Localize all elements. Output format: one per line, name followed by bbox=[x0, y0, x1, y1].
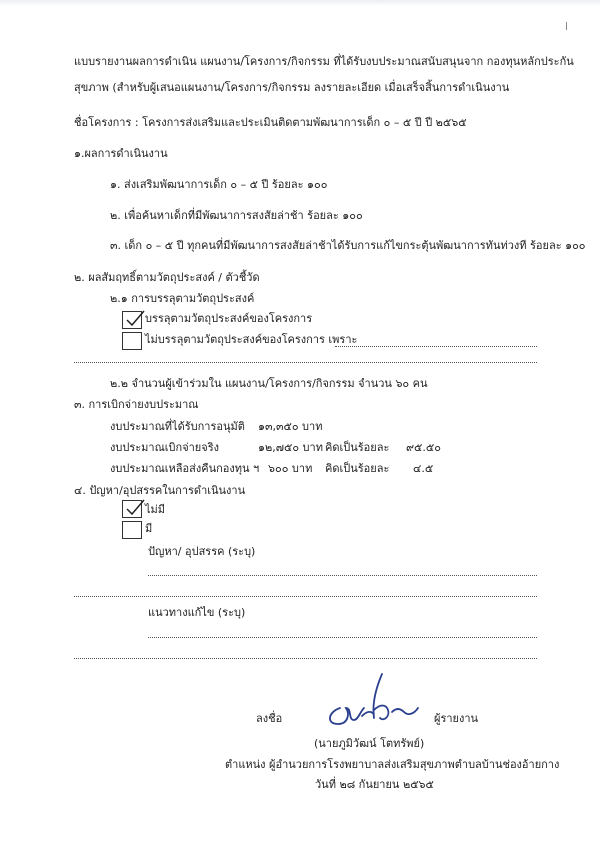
budget-returned-value: ๖๐๐ บาท bbox=[268, 462, 313, 475]
budget-approved-value: ๑๓,๓๕๐ บาท bbox=[258, 420, 323, 433]
reporter-role: ผู้รายงาน bbox=[434, 712, 479, 725]
section1-item: ๓. เด็ก ๐ – ๕ ปี ทุกคนที่มีพัฒนาการสงสัยล่าช้าได้รับการแก้ไขกระตุ้นพัฒนาการทันท่วงที ร้อยละ ๑๐๐ bbox=[110, 239, 586, 252]
checkbox-not-achieved[interactable] bbox=[122, 332, 142, 350]
option-not-achieved-label: ไม่บรรลุตามวัตถุประสงค์ของโครงการ เพราะ bbox=[145, 333, 358, 346]
option-problem-none-label: ไม่มี bbox=[145, 503, 166, 516]
scan-edge-shadow bbox=[0, 0, 600, 6]
section2-sub1: ๒.๑ การบรรลุตามวัตถุประสงค์ bbox=[110, 292, 255, 305]
solution-fill-line[interactable] bbox=[148, 637, 537, 638]
scan-mark bbox=[566, 22, 567, 30]
reason-fill-line[interactable] bbox=[335, 346, 537, 347]
budget-returned-pct: ๔.๕ bbox=[413, 462, 434, 475]
header-line-1: แบบรายงานผลการดำเนิน แผนงาน/โครงการ/กิจกรรม ที่ได้รับงบประมาณสนับสนุนจาก กองทุนหลักประกัน bbox=[74, 55, 574, 68]
handwritten-signature bbox=[318, 668, 438, 736]
signer-position: ตำแหน่ง ผู้อำนวยการโรงพยาบาลส่งเสริมสุขภาพตำบลบ้านช่องอ้ายกาง bbox=[225, 758, 560, 771]
sign-label: ลงชื่อ bbox=[256, 712, 283, 725]
reason-fill-line[interactable] bbox=[74, 362, 537, 363]
budget-spent-label: งบประมาณเบิกจ่ายจริง bbox=[110, 441, 219, 454]
budget-spent-value: ๑๒,๗๕๐ บาท bbox=[258, 441, 323, 454]
budget-spent-pct-label: คิดเป็นร้อยละ bbox=[325, 441, 390, 454]
solution-label: แนวทางแก้ไข (ระบุ) bbox=[148, 606, 246, 619]
budget-returned-label: งบประมาณเหลือส่งคืนกองทุน ฯ bbox=[110, 462, 260, 475]
problem-fill-line[interactable] bbox=[74, 596, 537, 597]
section2-title: ๒. ผลสัมฤทธิ์ตามวัตถุประสงค์ / ตัวชี้วัด bbox=[74, 271, 260, 284]
section2-sub2: ๒.๒ จำนวนผู้เข้าร่วมใน แผนงาน/โครงการ/กิจกรรม จำนวน ๖๐ คน bbox=[110, 377, 428, 390]
check-icon bbox=[124, 309, 146, 329]
report-date: วันที่ ๒๘ กันยายน ๒๕๖๕ bbox=[315, 778, 434, 791]
checkbox-achieved[interactable] bbox=[122, 311, 142, 329]
budget-approved-label: งบประมาณที่ได้รับการอนุมัติ bbox=[110, 420, 245, 433]
option-achieved-label: บรรลุตามวัตถุประสงค์ของโครงการ bbox=[145, 312, 313, 325]
checkbox-problem-none[interactable] bbox=[122, 500, 142, 518]
check-icon bbox=[124, 498, 146, 518]
checkbox-problem-have[interactable] bbox=[122, 521, 142, 539]
section1-title: ๑.ผลการดำเนินงาน bbox=[74, 147, 168, 160]
section1-item: ๒. เพื่อค้นหาเด็กที่มีพัฒนาการสงสัยล่าช้า ร้อยละ ๑๐๐ bbox=[110, 209, 363, 222]
header-line-2: สุขภาพ (สำหรับผู้เสนอแผนงาน/โครงการ/กิจกรรม ลงรายละเอียด เมื่อเสร็จสิ้นการดำเนินงาน bbox=[74, 81, 510, 94]
problem-fill-line[interactable] bbox=[148, 575, 537, 576]
budget-returned-pct-label: คิดเป็นร้อยละ bbox=[325, 462, 390, 475]
project-name: ชื่อโครงการ : โครงการส่งเสริมและประเมินติดตามพัฒนาการเด็ก ๐ – ๕ ปี ปี ๒๕๖๕ bbox=[74, 116, 467, 129]
section4-title: ๔. ปัญหา/อุปสรรคในการดำเนินงาน bbox=[74, 484, 246, 497]
section3-title: ๓. การเบิกจ่ายงบประมาณ bbox=[74, 398, 199, 411]
section1-item: ๑. ส่งเสริมพัฒนาการเด็ก ๐ – ๕ ปี ร้อยละ ๑๐๐ bbox=[110, 178, 328, 191]
budget-spent-pct: ๙๕.๕๐ bbox=[406, 441, 441, 454]
option-problem-have-label: มี bbox=[145, 522, 153, 535]
signer-name: (นายภูมิวัฒน์ โตทรัพย์) bbox=[314, 737, 425, 750]
solution-fill-line[interactable] bbox=[74, 658, 537, 659]
problem-label: ปัญหา/ อุปสรรค (ระบุ) bbox=[148, 545, 256, 558]
